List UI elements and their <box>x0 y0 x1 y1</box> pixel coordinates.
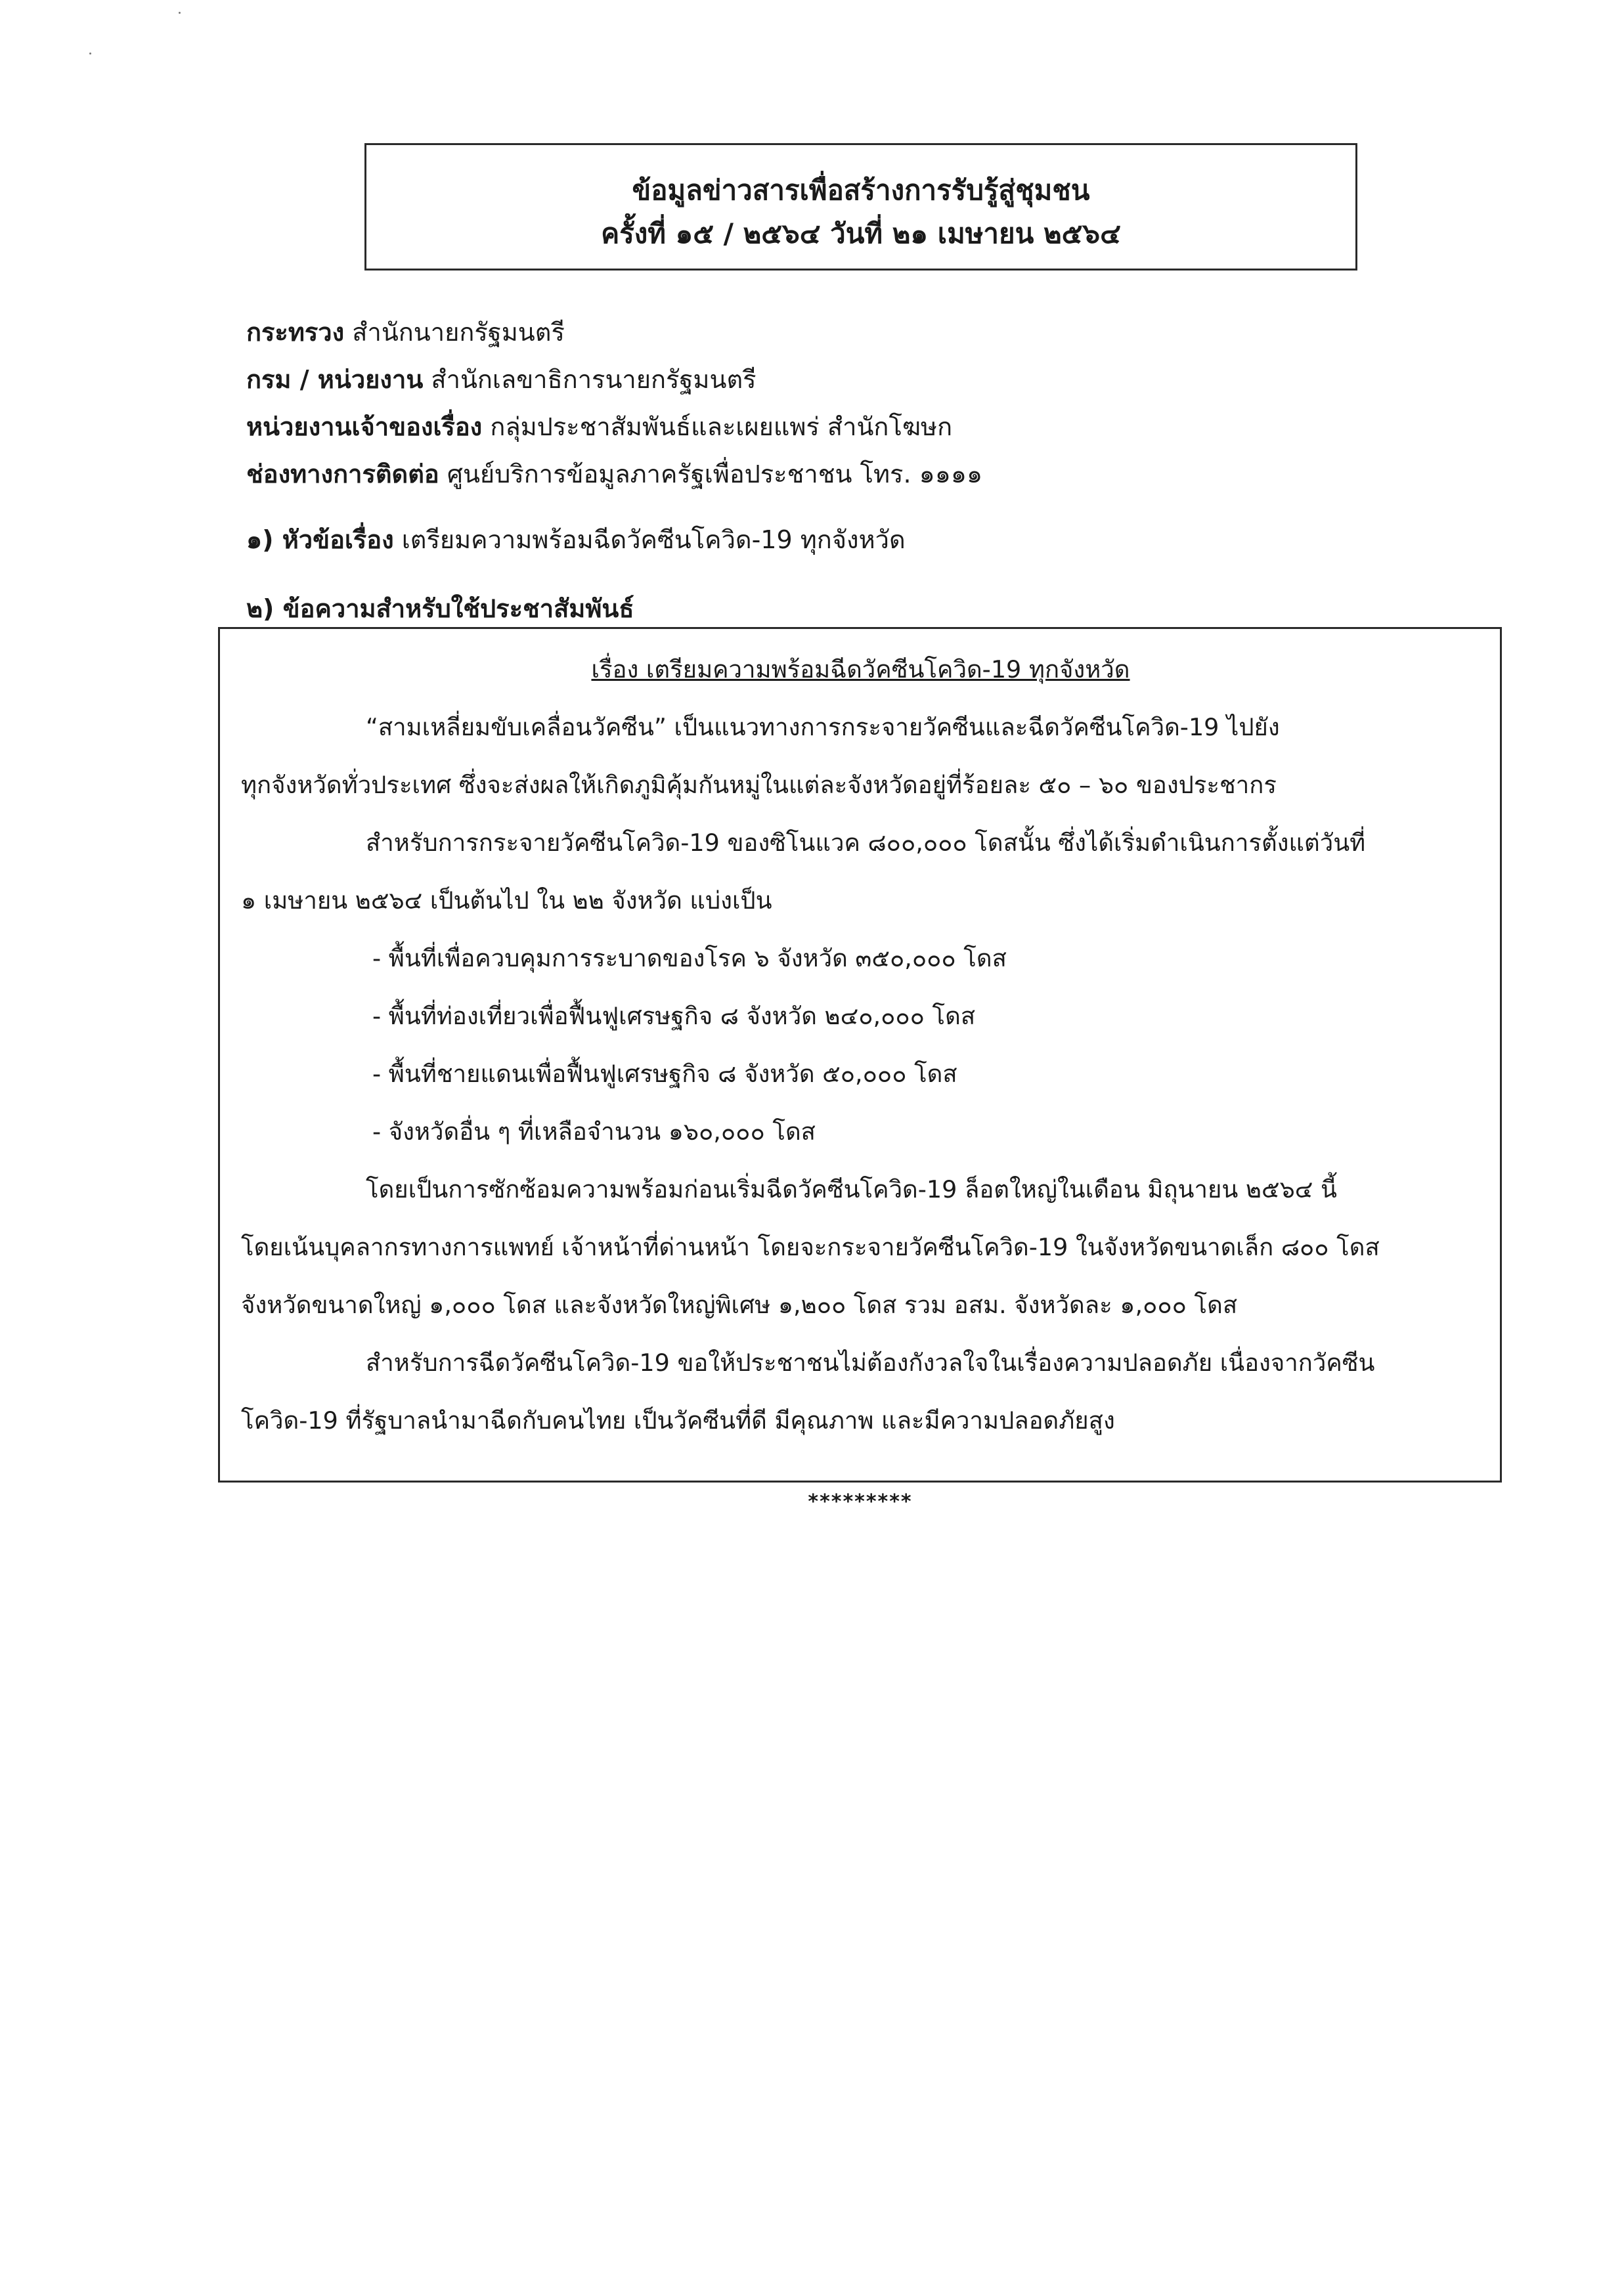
paragraph-line: “สามเหลี่ยมขับเคลื่อนวัคซีน” เป็นแนวทางการกระจายวัคซีนและฉีดวัคซีนโควิด-19 ไปยัง <box>366 713 1280 741</box>
contact-value: ศูนย์บริการข้อมูลภาครัฐเพื่อประชาชน โทร. ๑๑๑๑ <box>447 460 983 488</box>
paragraph-3 <box>241 1161 1480 1334</box>
owner-label: หน่วยงานเจ้าของเรื่อง <box>246 412 483 441</box>
bullet-item: - จังหวัดอื่น ๆ ที่เหลือจำนวน ๑๖๐,๐๐๐ โดส <box>372 1117 816 1146</box>
topic-label: ๑) หัวข้อเรื่อง <box>246 525 394 554</box>
bullet-item: - พื้นที่ชายแดนเพื่อฟื้นฟูเศรษฐกิจ ๘ จังหวัด ๕๐,๐๐๐ โดส <box>372 1060 957 1088</box>
paragraph-line: จังหวัดขนาดใหญ่ ๑,๐๐๐ โดส และจังหวัดใหญ่พิเศษ ๑,๒๐๐ โดส รวม อสม. จังหวัดละ ๑,๐๐๐ โดส <box>241 1291 1238 1319</box>
ministry-row <box>246 309 1428 356</box>
paragraph-line: ๑ เมษายน ๒๕๖๔ เป็นต้นไป ใน ๒๒ จังหวัด แบ่งเป็น <box>241 886 772 915</box>
header-box <box>364 143 1357 271</box>
bullet-item: - พื้นที่เพื่อควบคุมการระบาดของโรค ๖ จังหวัด ๓๕๐,๐๐๐ โดส <box>372 944 1007 972</box>
contact-row <box>246 450 1428 498</box>
scan-speck <box>89 53 91 54</box>
paragraph-line: โควิด-19 ที่รัฐบาลนำมาฉีดกับคนไทย เป็นวัคซีนที่ดี มีคุณภาพ และมีความปลอดภัยสูง <box>241 1406 1115 1435</box>
paragraph-line: ทุกจังหวัดทั่วประเทศ ซึ่งจะส่งผลให้เกิดภูมิคุ้มกันหมู่ในแต่ละจังหวัดอยู่ที่ร้อยละ ๕๐ – ๖๐ ของประชากร <box>241 771 1277 799</box>
department-row <box>246 356 1428 403</box>
header-issue-date: ครั้งที่ ๑๕ / ๒๕๖๔ วันที่ ๒๑ เมษายน ๒๕๖๔ <box>601 217 1121 249</box>
pr-heading: ๒) ข้อความสำหรับใช้ประชาสัมพันธ์ <box>246 594 634 623</box>
ministry-label: กระทรวง <box>246 318 345 347</box>
paragraph-line: โดยเป็นการซักซ้อมความพร้อมก่อนเริ่มฉีดวัคซีนโควิด-19 ล็อตใหญ่ในเดือน มิถุนายน ๒๕๖๔ นี้ <box>366 1175 1337 1203</box>
bullet-item: - พื้นที่ท่องเที่ยวเพื่อฟื้นฟูเศรษฐกิจ ๘ จังหวัด ๒๔๐,๐๐๐ โดส <box>372 1002 976 1030</box>
pr-content-box <box>218 627 1502 1483</box>
content-title: เรื่อง เตรียมความพร้อมฉีดวัคซีนโควิด-19 ทุกจังหวัด <box>591 655 1130 683</box>
paragraph-1 <box>241 699 1480 814</box>
owner-row <box>246 403 1428 450</box>
paragraph-line: สำหรับการกระจายวัคซีนโควิด-19 ของซิโนแวค ๘๐๐,๐๐๐ โดสนั้น ซึ่งได้เริ่มดำเนินการตั้งแต่วันที่ <box>366 829 1366 857</box>
department-value: สำนักเลขาธิการนายกรัฐมนตรี <box>431 365 757 394</box>
meta-info <box>246 309 1428 498</box>
paragraph-line: โดยเน้นบุคลากรทางการแพทย์ เจ้าหน้าที่ด่านหน้า โดยจะกระจายวัคซีนโควิด-19 ในจังหวัดขนาดเล็ก ๘๐๐ โดส <box>241 1233 1380 1261</box>
paragraph-2 <box>241 814 1480 930</box>
contact-label: ช่องทางการติดต่อ <box>246 460 439 488</box>
topic-value: เตรียมความพร้อมฉีดวัคซีนโควิด-19 ทุกจังหวัด <box>401 525 906 554</box>
topic-row <box>246 516 906 563</box>
owner-value: กลุ่มประชาสัมพันธ์และเผยแพร่ สำนักโฆษก <box>490 412 953 441</box>
scan-speck <box>179 12 181 14</box>
department-label: กรม / หน่วยงาน <box>246 365 424 394</box>
paragraph-line: สำหรับการฉีดวัคซีนโควิด-19 ขอให้ประชาชนไม่ต้องกังวลใจในเรื่องความปลอดภัย เนื่องจากวัคซีน <box>366 1349 1375 1377</box>
paragraph-4 <box>241 1334 1480 1450</box>
end-mark: ********* <box>808 1490 913 1513</box>
ministry-value: สำนักนายกรัฐมนตรี <box>352 318 565 347</box>
header-title: ข้อมูลข่าวสารเพื่อสร้างการรับรู้สู่ชุมชน <box>632 174 1090 206</box>
